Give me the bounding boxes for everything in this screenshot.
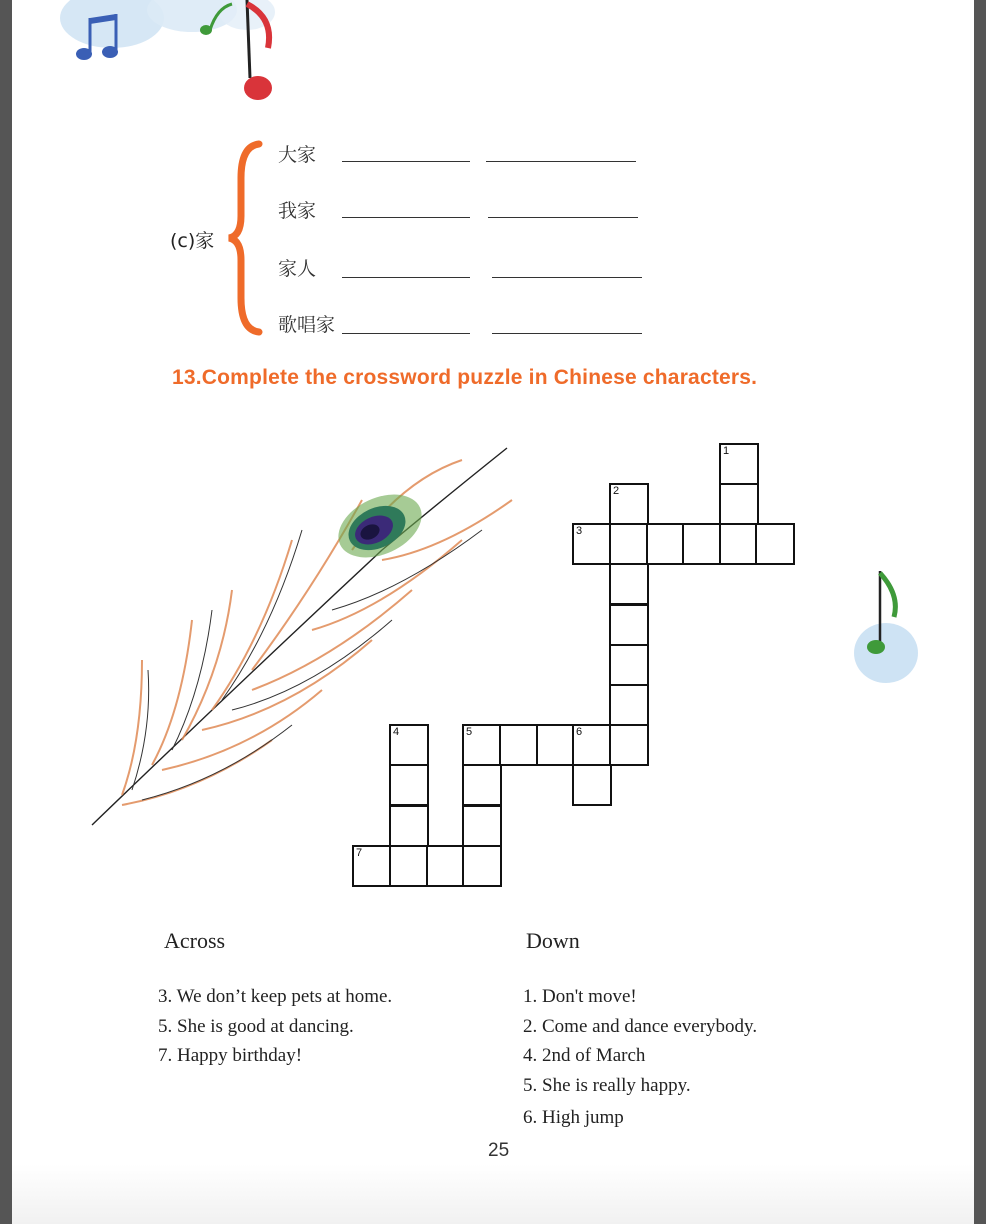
crossword-cell[interactable] <box>572 764 612 806</box>
down-clue: 6. High jump <box>523 1107 624 1128</box>
crossword-cell[interactable] <box>389 805 429 847</box>
answer-blank[interactable] <box>342 217 470 218</box>
word-gechangjia: 歌唱家 <box>278 314 336 336</box>
worksheet-page <box>12 0 974 1224</box>
crossword-cell[interactable] <box>499 724 539 766</box>
clue-number: 4 <box>393 726 400 738</box>
across-heading: Across <box>164 928 226 953</box>
crossword-cell[interactable] <box>609 604 649 646</box>
crossword-cell[interactable] <box>389 845 429 887</box>
crossword-cell[interactable] <box>609 563 649 605</box>
down-clue: 4. 2nd of March <box>523 1045 646 1066</box>
across-clue: 3. We don’t keep pets at home. <box>158 986 393 1007</box>
crossword-cell[interactable] <box>609 523 649 565</box>
crossword-cell[interactable] <box>719 483 759 525</box>
crossword-cell[interactable] <box>352 845 392 887</box>
crossword-cell[interactable] <box>719 523 759 565</box>
down-clue: 5. She is really happy. <box>523 1075 691 1096</box>
clue-number: 3 <box>576 525 583 537</box>
green-note-decoration <box>850 565 930 690</box>
answer-blank[interactable] <box>342 277 470 278</box>
answer-blank[interactable] <box>486 161 636 162</box>
down-heading: Down <box>526 928 580 953</box>
music-notes-decoration <box>42 0 302 110</box>
crossword-cell[interactable] <box>462 764 502 806</box>
crossword-cell[interactable] <box>426 845 466 887</box>
section-c-label: (c)家 <box>170 230 215 252</box>
clue-number: 1 <box>723 445 730 457</box>
clue-number: 5 <box>466 726 473 738</box>
page-number: 25 <box>488 1140 510 1161</box>
crossword-cell[interactable] <box>755 523 795 565</box>
clue-number: 6 <box>576 726 583 738</box>
down-clue: 1. Don't move! <box>523 986 637 1007</box>
crossword-cell[interactable] <box>609 644 649 686</box>
crossword-cell[interactable] <box>462 845 502 887</box>
answer-blank[interactable] <box>488 217 638 218</box>
word-wojia: 我家 <box>278 200 317 222</box>
clue-number: 2 <box>613 485 620 497</box>
exercise-heading: 13.Complete the crossword puzzle in Chinese characters. <box>172 366 758 389</box>
across-clue: 7. Happy birthday! <box>158 1045 303 1066</box>
crossword-cell[interactable] <box>609 724 649 766</box>
crossword-cell[interactable] <box>536 724 576 766</box>
answer-blank[interactable] <box>492 333 642 334</box>
crossword-cell[interactable] <box>646 523 686 565</box>
answer-blank[interactable] <box>342 161 470 162</box>
crossword-cell[interactable] <box>462 724 502 766</box>
crossword-cell[interactable] <box>572 724 612 766</box>
crossword-cell[interactable] <box>609 483 649 525</box>
clue-number: 7 <box>356 847 363 859</box>
word-jiaren: 家人 <box>278 258 317 280</box>
crossword-cell[interactable] <box>719 443 759 485</box>
word-dajia: 大家 <box>278 144 317 166</box>
crossword-cell[interactable] <box>682 523 722 565</box>
crossword-cell[interactable] <box>609 684 649 726</box>
curly-brace <box>225 138 265 336</box>
page-bottom-edge <box>12 1164 974 1224</box>
across-clue: 5. She is good at dancing. <box>158 1016 354 1037</box>
down-clue: 2. Come and dance everybody. <box>523 1016 758 1037</box>
answer-blank[interactable] <box>492 277 642 278</box>
answer-blank[interactable] <box>342 333 470 334</box>
crossword-cell[interactable] <box>572 523 612 565</box>
peacock-feather-illustration <box>82 440 522 830</box>
crossword-cell[interactable] <box>462 805 502 847</box>
crossword-cell[interactable] <box>389 724 429 766</box>
crossword-cell[interactable] <box>389 764 429 806</box>
